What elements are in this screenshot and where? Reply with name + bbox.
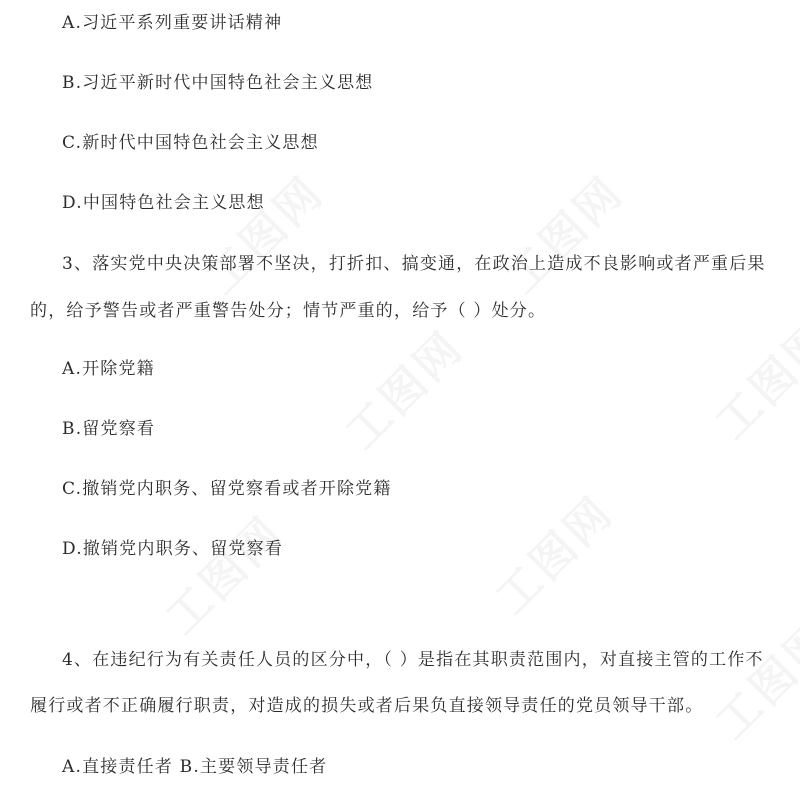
watermark-2 — [488, 158, 635, 305]
watermark-1 — [188, 158, 335, 305]
q2-option-b: B.习近平新时代中国特色社会主义思想 — [62, 73, 374, 93]
q3-stem-line1: 3、落实党中央决策部署不坚决，打折扣、搞变通，在政治上造成不良影响或者严重后果 — [62, 254, 766, 274]
q2-option-a: A.习近平系列重要讲话精神 — [62, 13, 283, 33]
q3-option-b: B.留党察看 — [62, 419, 156, 439]
q3-stem-line2: 的，给予警告或者严重警告处分；情节严重的，给予（ ）处分。 — [30, 301, 547, 321]
watermark-6 — [698, 303, 800, 450]
watermark-5 — [478, 478, 625, 625]
watermark-3 — [328, 313, 475, 460]
q4-options-line: A.直接责任者 B.主要领导责任者 — [62, 757, 328, 777]
q2-option-c: C.新时代中国特色社会主义思想 — [62, 133, 319, 153]
q3-option-a: A.开除党籍 — [62, 359, 155, 379]
watermark-7 — [698, 603, 800, 750]
q3-option-c: C.撤销党内职务、留党察看或者开除党籍 — [62, 479, 392, 499]
q2-option-d: D.中国特色社会主义思想 — [62, 193, 265, 213]
q4-stem-line2: 履行或者不正确履行职责，对造成的损失或者后果负直接领导责任的党员领导干部。 — [30, 696, 704, 716]
watermark-4 — [148, 498, 295, 645]
q3-option-d: D.撤销党内职务、留党察看 — [62, 539, 284, 559]
q4-stem-line1: 4、在违纪行为有关责任人员的区分中，（ ）是指在其职责范围内，对直接主管的工作不 — [62, 650, 764, 670]
